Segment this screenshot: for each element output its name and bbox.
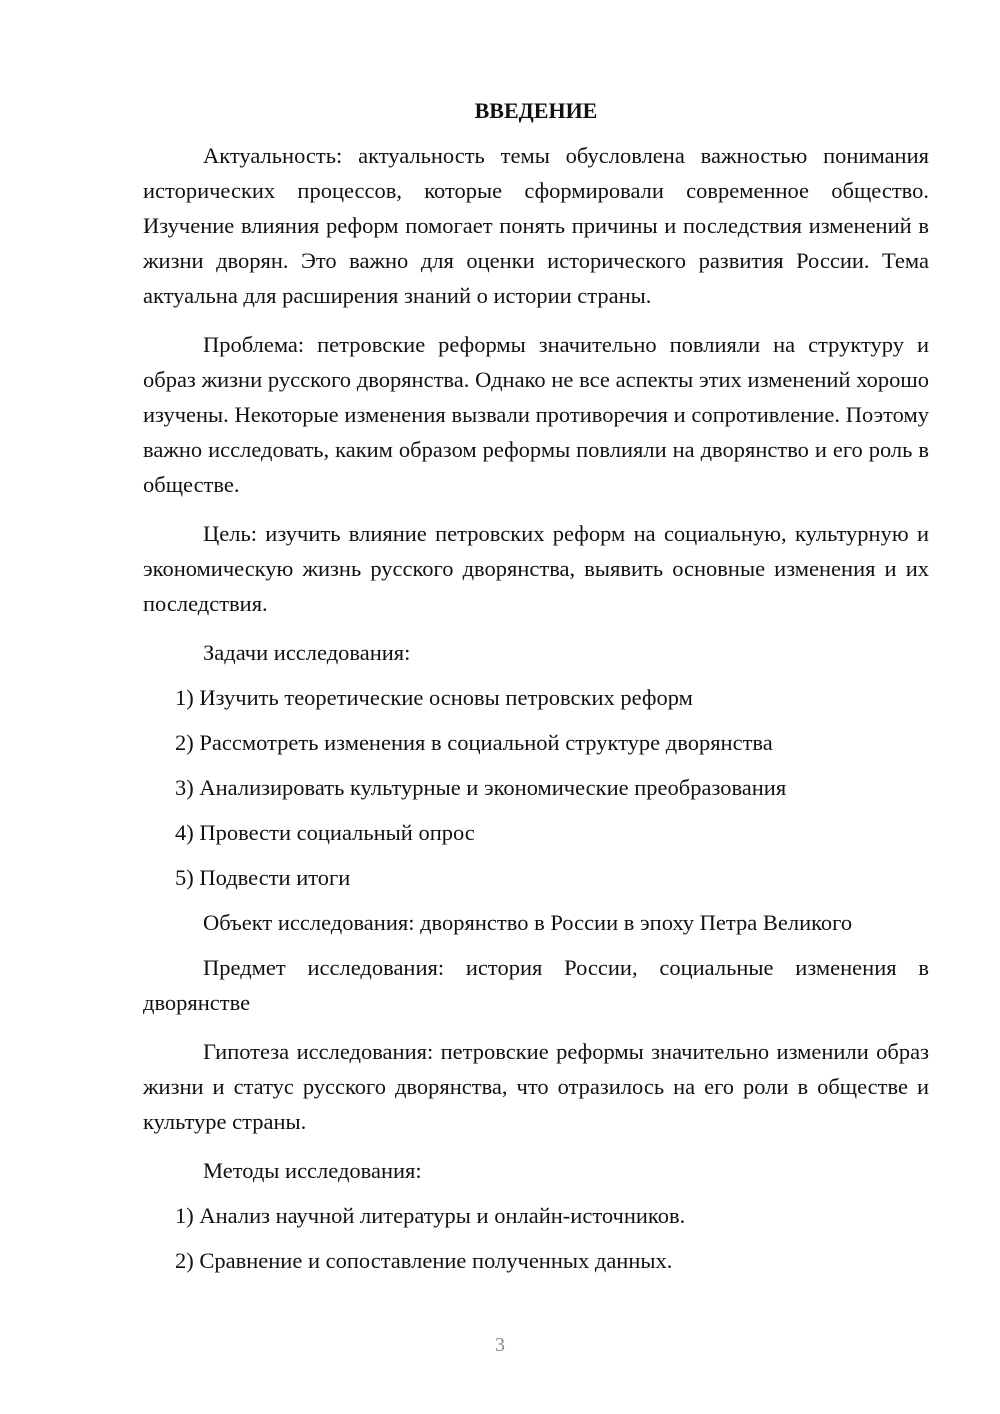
method-item: 2) Сравнение и сопоставление полученных данных.	[175, 1248, 673, 1273]
relevance-paragraph: Актуальность: актуальность темы обусловлена важностью понимания исторических процессов, которые сформировали современное общество. Изучение влияния реформ помогает понять причины и последствия изменений в жизни дворян. Это важно для оценки исторического развития России. Тема актуальна для расширения знаний о истории страны.	[143, 143, 929, 308]
method-item: 1) Анализ научной литературы и онлайн-источников.	[175, 1203, 686, 1228]
task-item: 4) Провести социальный опрос	[175, 820, 475, 845]
tasks-heading: Задачи исследования:	[203, 640, 411, 665]
subject-paragraph: Предмет исследования: история России, социальные изменения в дворянстве	[143, 955, 929, 1015]
goal-paragraph: Цель: изучить влияние петровских реформ на социальную, культурную и экономическую жизнь русского дворянства, выявить основные изменения и их последствия.	[143, 521, 929, 616]
object-paragraph: Объект исследования: дворянство в России в эпоху Петра Великого	[203, 910, 853, 935]
task-item: 1) Изучить теоретические основы петровских реформ	[175, 685, 693, 710]
hypothesis-paragraph: Гипотеза исследования: петровские реформы значительно изменили образ жизни и статус русского дворянства, что отразилось на его роли в обществе и культуре страны.	[143, 1039, 929, 1134]
page-content	[143, 96, 929, 1288]
methods-heading: Методы исследования:	[203, 1158, 422, 1183]
task-item: 5) Подвести итоги	[175, 865, 351, 890]
page-title: ВВЕДЕНИЕ	[474, 98, 598, 123]
task-item: 3) Анализировать культурные и экономические преобразования	[175, 775, 787, 800]
page-number: 3	[495, 1334, 505, 1356]
problem-paragraph: Проблема: петровские реформы значительно повлияли на структуру и образ жизни русского дворянства. Однако не все аспекты этих изменений хорошо изучены. Некоторые изменения вызвали противоречия и сопротивление. Поэтому важно исследовать, каким образом реформы повлияли на дворянство и его роль в обществе.	[143, 332, 929, 497]
task-item: 2) Рассмотреть изменения в социальной структуре дворянства	[175, 730, 773, 755]
